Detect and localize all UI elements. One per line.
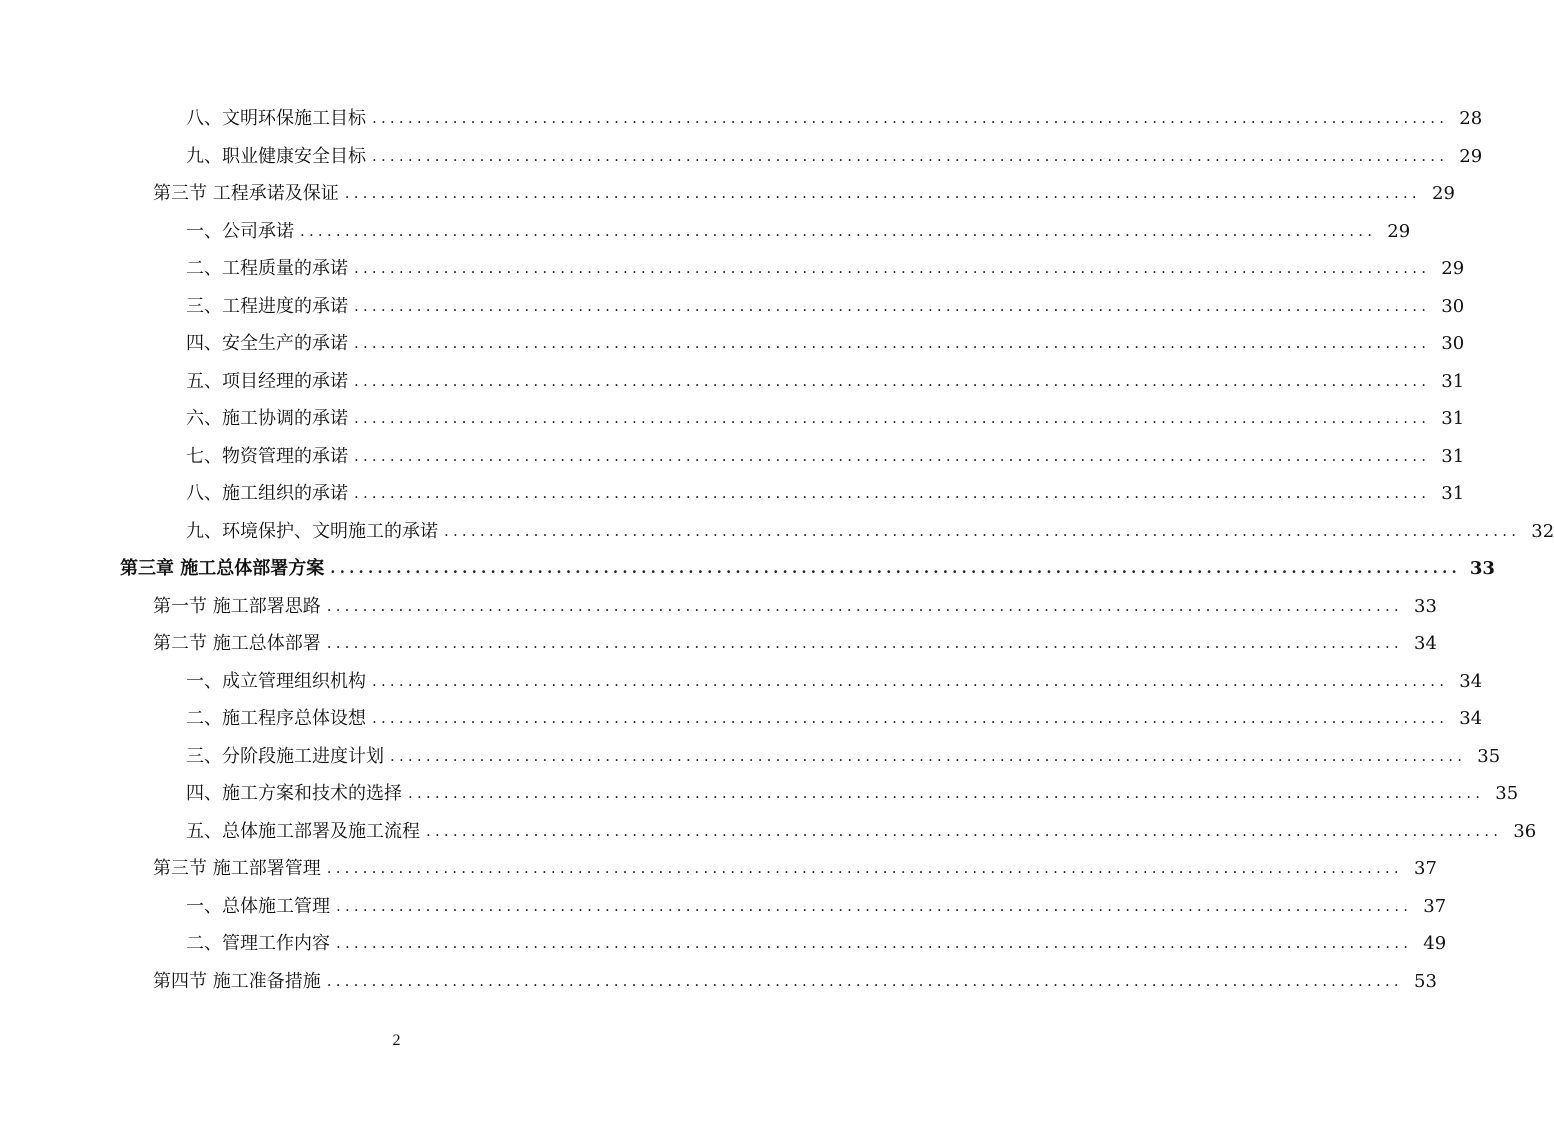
dot-leader: ........................................................................................................................: [426, 821, 1503, 840]
toc-page-number: 33: [1469, 558, 1495, 579]
dot-leader: ........................................................................................................................: [336, 934, 1413, 952]
toc-entry-title: 第四节 施工准备措施: [153, 970, 321, 992]
toc-entry-title: 九、职业健康安全目标: [186, 145, 366, 167]
toc-entry[interactable]: [0, 288, 1465, 326]
dot-leader: ........................................................................................................................: [336, 896, 1413, 915]
dot-leader: ........................................................................................................................: [326, 859, 1403, 877]
toc-entry[interactable]: [0, 325, 1465, 363]
toc-page-number: 35: [1495, 783, 1519, 804]
toc-page-number: 35: [1477, 745, 1501, 767]
dot-leader: ........................................................................................................................: [326, 596, 1403, 615]
dot-leader: ........................................................................................................................: [372, 709, 1449, 727]
toc-entry[interactable]: [0, 663, 1483, 701]
toc-entry-title: 第三节 施工部署管理: [153, 858, 321, 879]
toc-page-number: 29: [1441, 258, 1465, 279]
toc-entry-title: 第三节 工程承诺及保证: [153, 183, 339, 204]
toc-entry-title: 三、工程进度的承诺: [186, 295, 348, 317]
toc-entry[interactable]: [0, 400, 1465, 438]
toc-entry-title: 第三章 施工总体部署方案: [120, 558, 325, 579]
dot-leader: ........................................................................................................................: [372, 671, 1449, 690]
toc-entry-title: 四、安全生产的承诺: [186, 333, 348, 354]
toc-entry-title: 八、施工组织的承诺: [186, 483, 348, 504]
toc-entry-title: 三、分阶段施工进度计划: [186, 745, 384, 767]
toc-entry-title: 九、环境保护、文明施工的承诺: [186, 520, 438, 542]
toc-entry-title: 八、文明环保施工目标: [186, 108, 366, 129]
toc-page-number: 31: [1441, 483, 1465, 504]
toc-page-number: 34: [1414, 633, 1437, 654]
dot-leader: ........................................................................................................................: [326, 971, 1403, 990]
toc-entry-title: 二、工程质量的承诺: [186, 258, 348, 279]
toc-entry-title: 六、施工协调的承诺: [186, 408, 348, 429]
toc-page-number: 28: [1459, 108, 1483, 129]
dot-leader: ........................................................................................................................: [330, 559, 1461, 577]
toc-page-number: 37: [1423, 895, 1447, 917]
toc-page-number: 34: [1459, 708, 1483, 729]
dot-leader: ........................................................................................................................: [354, 296, 1431, 315]
toc-entry-title: 一、总体施工管理: [186, 895, 330, 917]
toc-entry-title: 二、管理工作内容: [186, 933, 330, 954]
toc-entry[interactable]: [0, 588, 1437, 626]
dot-leader: ........................................................................................................................: [372, 109, 1449, 127]
toc-page-number: 31: [1441, 370, 1465, 392]
toc-entry-title: 七、物资管理的承诺: [186, 445, 348, 467]
dot-leader: ........................................................................................................................: [444, 521, 1521, 540]
toc-page-number: 53: [1414, 970, 1437, 992]
toc-page-number: 32: [1531, 520, 1554, 542]
toc-page-number: 29: [1387, 220, 1411, 242]
dot-leader: ........................................................................................................................: [372, 146, 1449, 165]
toc-entry-title: 第一节 施工部署思路: [153, 595, 321, 617]
toc-entry[interactable]: [0, 175, 1455, 213]
toc-entry-title: 四、施工方案和技术的选择: [186, 783, 402, 804]
dot-leader: ........................................................................................................................: [354, 409, 1431, 427]
toc-page-number: 30: [1441, 295, 1465, 317]
dot-leader: ........................................................................................................................: [354, 259, 1431, 277]
toc-entry[interactable]: [0, 213, 1411, 251]
toc-chapter-entry[interactable]: [0, 550, 1495, 588]
toc-entry[interactable]: [0, 475, 1465, 513]
toc-entry[interactable]: [0, 513, 1554, 551]
toc-page-number: 33: [1414, 595, 1437, 617]
toc-page-number: 31: [1441, 445, 1465, 467]
toc-page-number: 34: [1459, 670, 1483, 692]
toc-page-number: 29: [1432, 183, 1455, 204]
toc-entry[interactable]: [0, 813, 1537, 851]
toc-entry[interactable]: [0, 963, 1437, 1001]
dot-leader: ........................................................................................................................: [354, 334, 1431, 352]
dot-leader: ........................................................................................................................: [354, 484, 1431, 502]
dot-leader: ........................................................................................................................: [390, 746, 1467, 765]
toc-entry[interactable]: [0, 138, 1483, 176]
toc-entry[interactable]: [0, 738, 1501, 776]
toc-entry[interactable]: [0, 438, 1465, 476]
dot-leader: ........................................................................................................................: [408, 784, 1485, 802]
toc-page-number: 37: [1414, 858, 1437, 879]
toc-entry[interactable]: [0, 363, 1465, 401]
toc-page-number: 31: [1441, 408, 1465, 429]
dot-leader: ........................................................................................................................: [326, 634, 1403, 652]
dot-leader: ........................................................................................................................: [354, 446, 1431, 465]
dot-leader: ........................................................................................................................: [354, 371, 1431, 390]
toc-entry-title: 一、公司承诺: [186, 220, 294, 242]
toc-entry[interactable]: [0, 850, 1437, 888]
dot-leader: ........................................................................................................................: [300, 221, 1377, 240]
toc-entry[interactable]: [0, 100, 1483, 138]
toc-entry-title: 五、总体施工部署及施工流程: [186, 820, 420, 842]
toc-page-number: 49: [1423, 933, 1447, 954]
toc-entry-title: 五、项目经理的承诺: [186, 370, 348, 392]
toc-entry-title: 二、施工程序总体设想: [186, 708, 366, 729]
dot-leader: ........................................................................................................................: [344, 184, 1421, 202]
toc-page-number: 30: [1441, 333, 1465, 354]
toc-page-number: 36: [1513, 820, 1537, 842]
toc-entry[interactable]: [0, 250, 1465, 288]
toc-entry[interactable]: [0, 625, 1437, 663]
toc-entry-title: 一、成立管理组织机构: [186, 670, 366, 692]
toc-entry[interactable]: [0, 700, 1483, 738]
page-number: 2: [392, 1032, 401, 1049]
toc-entry[interactable]: [0, 775, 1519, 813]
toc-entry[interactable]: [0, 925, 1447, 963]
toc-page-number: 29: [1459, 145, 1483, 167]
toc-entry[interactable]: [0, 888, 1447, 926]
table-of-contents: [0, 100, 1554, 1000]
toc-entry-title: 第二节 施工总体部署: [153, 633, 321, 654]
